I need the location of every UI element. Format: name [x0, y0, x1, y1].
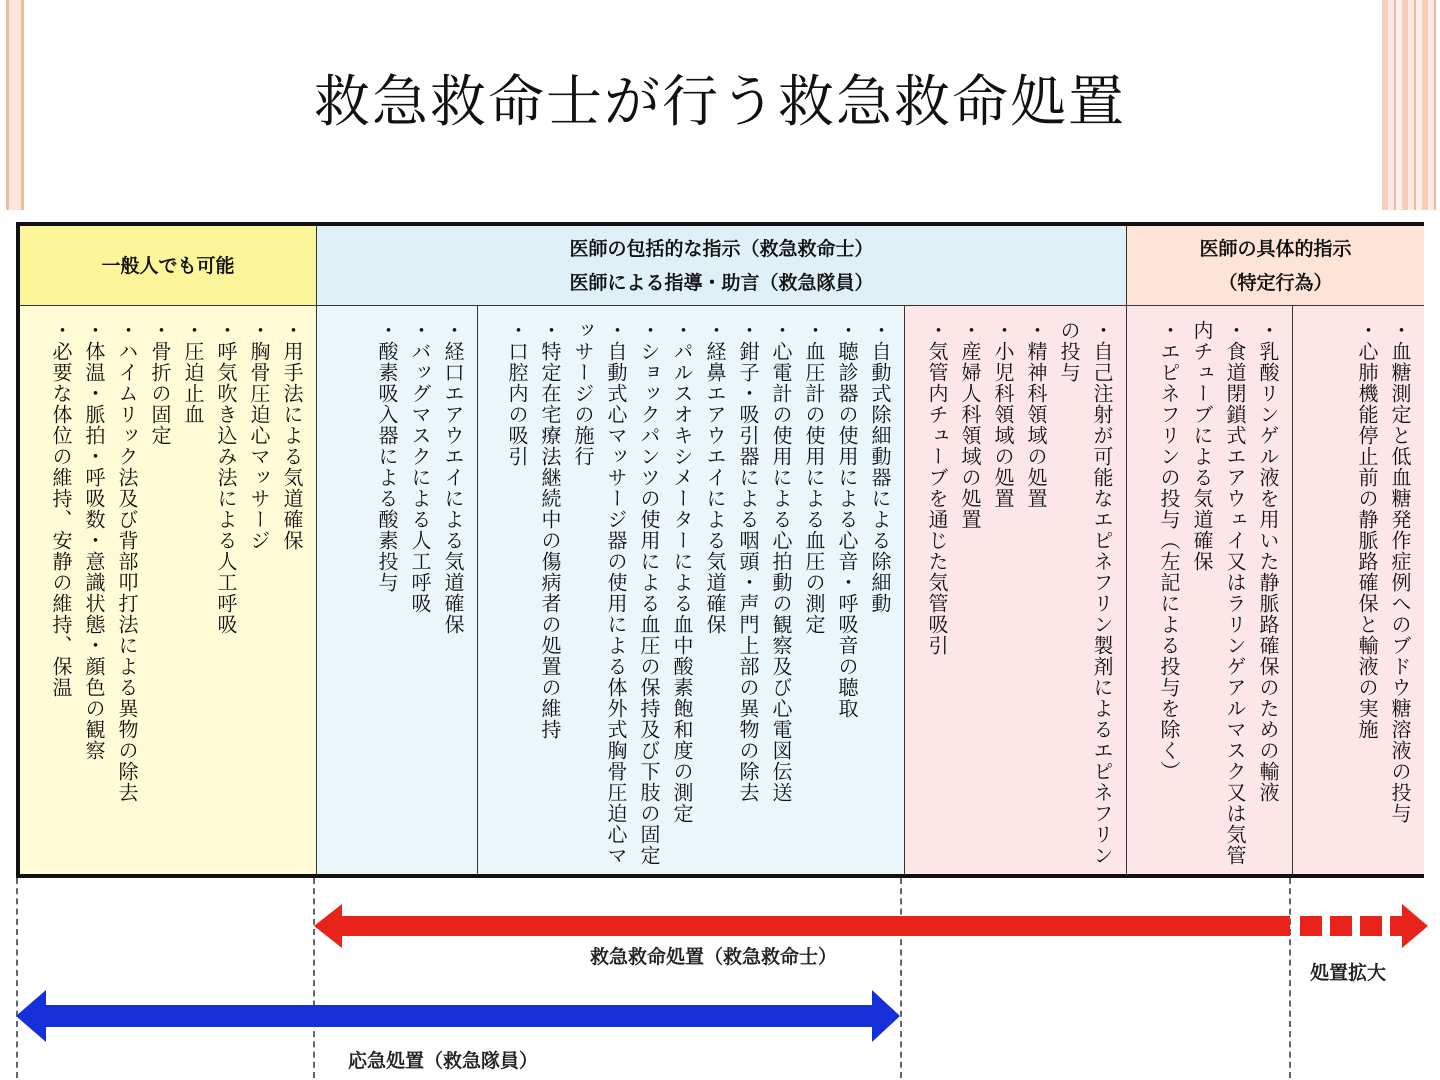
- column-comprehensive-c: [905, 306, 1127, 874]
- column-comprehensive-a: [317, 306, 478, 874]
- procedure-item: ・産婦人科領域の処置: [958, 320, 982, 530]
- procedure-item: ・口腔内の吸引: [505, 320, 529, 467]
- procedure-item: ・骨折の固定: [148, 320, 172, 446]
- procedure-item: ・自己注射が可能なエピネフリン製剤によるエピネフリンの投与: [1057, 320, 1114, 866]
- header-specific-line2: （特定行為）: [1218, 271, 1333, 294]
- procedure-item: ・エピネフリンの投与（左記による投与を除く）: [1157, 320, 1181, 782]
- procedure-item: ・用手法による気道確保: [280, 320, 304, 551]
- procedure-item: ・胸骨圧迫心マッサージ: [247, 320, 271, 551]
- header-specific-line1: 医師の具体的指示: [1199, 237, 1352, 260]
- header-comprehensive-line1: 医師の包括的な指示（救急救命士）: [569, 237, 874, 260]
- procedure-item: ・体温・脈拍・呼吸数・意識状態・顔色の観察: [82, 320, 106, 761]
- procedure-item: ・食道閉鎖式エアウェイ又はラリンゲアルマスク又は気管内チューブによる気道確保: [1190, 320, 1247, 866]
- header-comprehensive: [317, 226, 1127, 306]
- procedure-item: ・精神科領域の処置: [1024, 320, 1048, 509]
- column-general: [20, 306, 317, 874]
- column-comprehensive-b: [478, 306, 905, 874]
- procedure-table: [16, 222, 1424, 878]
- expansion-label: 処置拡大: [1310, 962, 1387, 984]
- procedure-item: ・乳酸リンゲル液を用いた静脈路確保のための輸液: [1256, 320, 1280, 803]
- procedure-item: ・経鼻エアウエイによる気道確保: [703, 320, 727, 635]
- procedure-item: ・血糖測定と低血糖発作症例へのブドウ糖溶液の投与: [1388, 320, 1412, 824]
- procedure-item: ・鉗子・吸引器による咽頭・声門上部の異物の除去: [736, 320, 760, 803]
- procedure-item: ・心電計の使用による心拍動の観察及び心電図伝送: [769, 320, 793, 803]
- procedure-item: ・パルスオキシメーターによる血中酸素飽和度の測定: [670, 320, 694, 824]
- procedure-item: ・圧迫止血: [181, 320, 205, 425]
- procedure-item: ・ハイムリック法及び背部叩打法による異物の除去: [115, 320, 139, 803]
- firstaid-range-arrow: [14, 986, 904, 1046]
- procedure-item: ・呼気吹き込み法による人工呼吸: [214, 320, 238, 635]
- column-specific-a-items: [1127, 320, 1292, 866]
- column-general-items: [20, 320, 316, 866]
- firstaid-range-label: 応急処置（救急隊員）: [348, 1050, 539, 1072]
- procedure-item: ・聴診器の使用による心音・呼吸音の聴取: [835, 320, 859, 719]
- procedure-item: ・自動式除細動器による除細動: [868, 320, 892, 614]
- column-comprehensive-c-items: [905, 320, 1126, 866]
- guide-line-left: [16, 878, 18, 1078]
- header-comprehensive-line2: 医師による指導・助言（救急隊員）: [569, 271, 874, 294]
- procedure-item: ・ショックパンツの使用による血圧の保持及び下肢の固定: [637, 320, 661, 866]
- slide-title: 救急救命士が行う救急救命処置: [314, 70, 1126, 135]
- procedure-item: ・バッグマスクによる人工呼吸: [408, 320, 432, 614]
- procedure-item: ・経口エアウエイによる気道確保: [441, 320, 465, 635]
- procedure-item: ・小児科領域の処置: [991, 320, 1015, 509]
- procedure-item: ・気管内チューブを通じた気管吸引: [925, 320, 949, 656]
- procedure-item: ・自動式心マッサージ器の使用による体外式胸骨圧迫心マッサージの施行: [571, 320, 628, 866]
- column-comprehensive-a-items: [317, 320, 477, 866]
- procedure-item: ・血圧計の使用による血圧の測定: [802, 320, 826, 635]
- header-specific: [1127, 226, 1424, 306]
- emt-range-arrow: [312, 900, 1432, 952]
- procedure-item: ・必要な体位の維持、安静の維持、保温: [49, 320, 73, 698]
- procedure-item: ・酸素吸入器による酸素投与: [375, 320, 399, 593]
- header-general-label: 一般人でも可能: [101, 254, 235, 277]
- column-specific-b: [1293, 306, 1424, 874]
- column-specific-b-items: [1293, 320, 1424, 866]
- column-specific-a: [1127, 306, 1293, 874]
- procedure-item: ・心肺機能停止前の静脈路確保と輸液の実施: [1355, 320, 1379, 740]
- procedure-item: ・特定在宅療法継続中の傷病者の処置の維持: [538, 320, 562, 740]
- emt-range-label: 救急救命処置（救急救命士）: [590, 946, 838, 968]
- column-comprehensive-b-items: [478, 320, 904, 866]
- header-general: [20, 226, 317, 306]
